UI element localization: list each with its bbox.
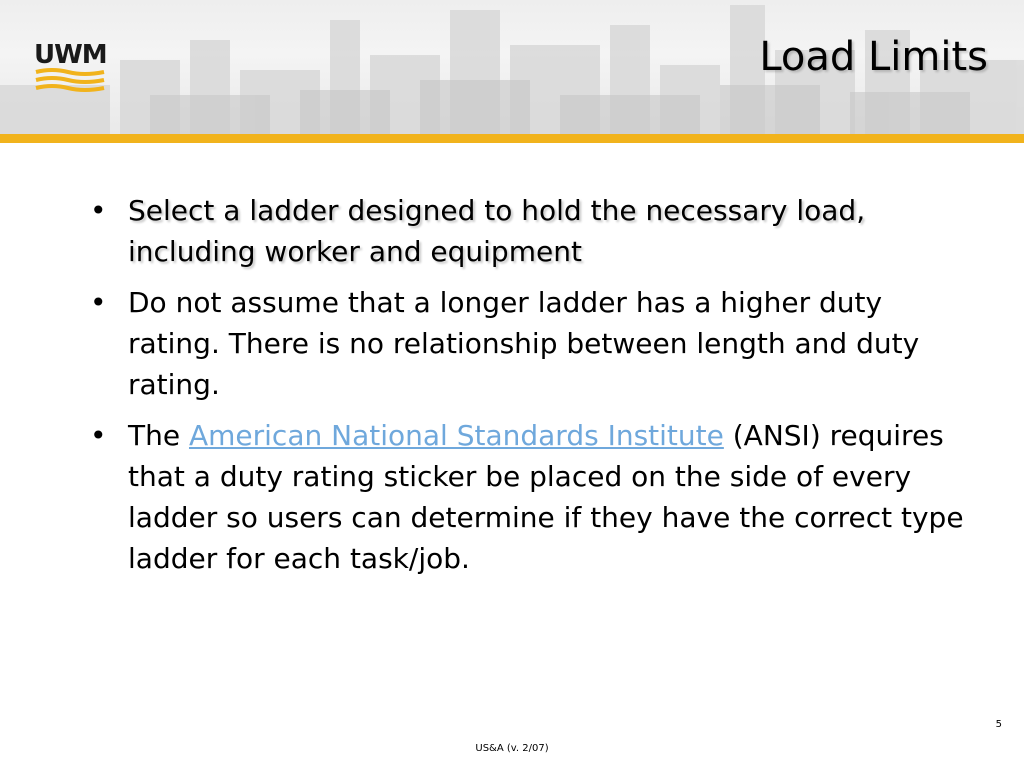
bullet-text-suffix: (ANSI) requires that a duty rating sticker be placed on the side of every ladder so users can determine if they have the correct type ladder for each task/job. — [128, 419, 964, 575]
bullet-text: Select a ladder designed to hold the necessary load, including worker and equipment — [128, 194, 866, 268]
header-accent-bar — [0, 134, 1024, 143]
slide-title: Load Limits — [759, 34, 988, 80]
logo-waves-icon — [34, 68, 106, 92]
bullet-text — [128, 419, 964, 575]
bullet-item — [90, 415, 970, 579]
bullet-text-prefix: The — [128, 419, 189, 452]
bullet-text: Do not assume that a longer ladder has a higher duty rating. There is no relationship between length and duty rating. — [128, 286, 920, 401]
bullet-item — [90, 282, 970, 405]
uwm-logo — [34, 40, 106, 92]
ansi-link[interactable]: American National Standards Institute — [188, 419, 724, 452]
bullet-marker: • — [90, 286, 107, 319]
logo-text: UWM — [34, 40, 107, 70]
footer-text: US&A (v. 2/07) — [475, 743, 549, 754]
bullet-marker: • — [90, 194, 107, 227]
bullet-marker: • — [90, 419, 107, 452]
page-number: 5 — [995, 719, 1002, 730]
bullet-item — [90, 190, 970, 272]
bullet-list — [90, 190, 970, 589]
